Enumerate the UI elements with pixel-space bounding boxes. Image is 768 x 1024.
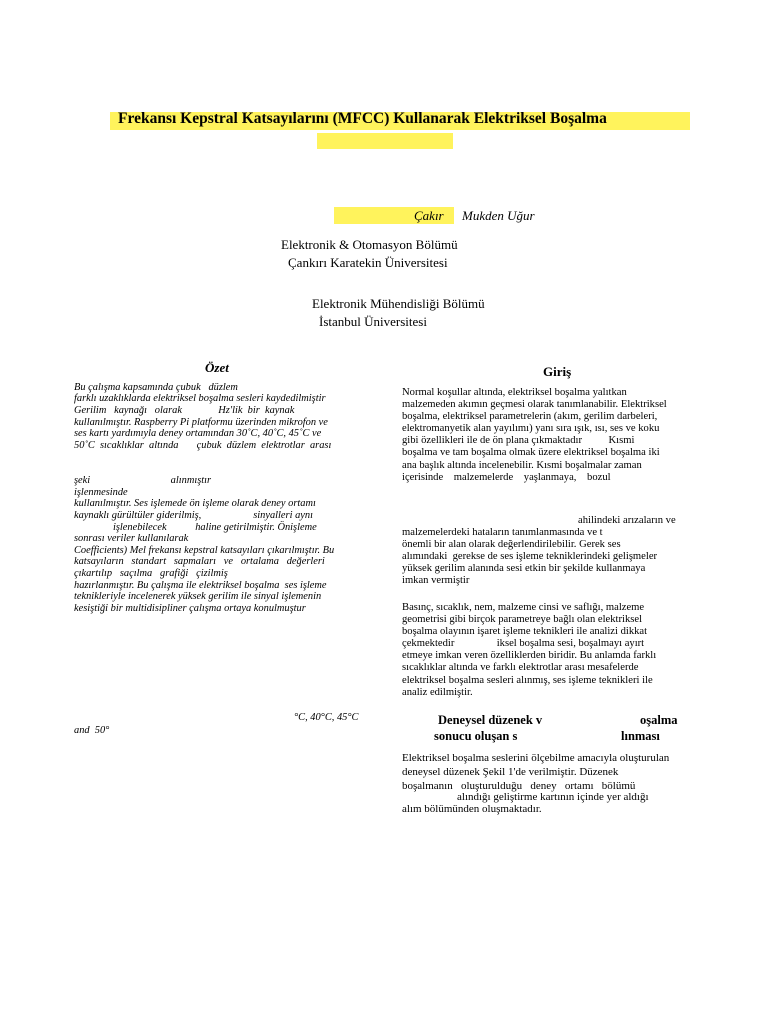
abstract-line: işlenebilecek haline getirilmiştir. Önişleme: [74, 521, 317, 533]
abstract-line: sonrası veriler kullanılarak: [74, 533, 189, 545]
abstract-line: [74, 452, 366, 464]
abstract-line: kesiştiği bir multidisipliner çalışma ortaya konulmuştur: [74, 602, 306, 614]
section2-body: [402, 751, 669, 793]
section2-heading-part1: Deneysel düzenek v: [438, 713, 543, 727]
intro-line: Basınç, sıcaklık, nem, malzeme cinsi ve saflığı, malzeme: [402, 602, 645, 613]
intro-line: analiz edilmiştir.: [402, 686, 473, 698]
intro-line: etmeye imkan veren özelliklerden biridir. Bu anlamda farklı: [402, 650, 657, 662]
title-highlight-line2: [317, 133, 453, 149]
intro-line: ahilindeki arızaların ve: [578, 515, 676, 526]
intro-line: elektriksel boşalma sesleri alınmış, ses işleme teknikleri ile: [402, 674, 653, 686]
intro-line: malzemelerdeki hataların tanımlanmasında ve t: [402, 527, 603, 538]
section2-line: boşalmanın oluşturulduğu deney ortamı bölümü: [402, 780, 636, 792]
affiliation1-university: Çankırı Karatekin Üniversitesi: [288, 255, 448, 270]
affiliation2-university: İstanbul Üniversitesi: [319, 314, 427, 329]
intro-line: önemli bir alan olarak değerlendirilebilir. Gerek ses: [402, 539, 621, 551]
abstract-line: ses kartı yardımıyla deney ortamından 30˚C, 40˚C, 45˚C ve: [74, 428, 322, 440]
intro-line: yüksek gerilim alanında sesi etkin bir şekilde kullanmaya: [402, 563, 646, 575]
section2-heading-part3: sonucu oluşan s: [434, 729, 518, 743]
intro-paragraph-2: [402, 527, 657, 587]
section2-line: deneysel düzenek Şekil 1'de verilmiştir. Düzenek: [402, 766, 619, 778]
section2-heading-part2: oşalma: [640, 713, 678, 727]
paper-title: Frekansı Kepstral Katsayılarını (MFCC) Kullanarak Elektriksel Boşalma: [118, 110, 607, 127]
abstract-line: şeki alınmıştır: [74, 475, 212, 487]
abstract-line: kullanılmıştır. Raspberry Pi platformu üzerinden mikrofon ve: [74, 416, 328, 428]
abstract-line: katsayıların standart sapmaları ve ortalama değerleri: [74, 556, 325, 568]
affiliation1-department: Elektronik & Otomasyon Bölümü: [281, 237, 458, 252]
intro-line: geometrisi gibi birçok parametreye bağlı olan elektriksel: [402, 614, 643, 626]
intro-paragraph-1: [402, 387, 667, 484]
intro-line: boşalma olayının işaret işleme teknikleri ile analizi dikkat: [402, 626, 648, 638]
abstract-line: Gerilim kaynağı olarak Hz'lik bir kaynak: [74, 405, 295, 417]
section2-line: alındığı geliştirme kartının içinde yer aldığı: [457, 791, 649, 803]
intro-heading: Giriş: [543, 364, 572, 379]
intro-line: Normal koşullar altında, elektriksel boşalma yalıtkan: [402, 387, 627, 398]
abstract-line: işlenmesinde: [74, 486, 128, 498]
abstract-line: çıkartılıp saçılma grafiği çizilmiş: [74, 567, 228, 579]
abstract-line: kullanılmıştır. Ses işlemede ön işleme olarak deney ortamı: [74, 498, 316, 510]
intro-line: alımındaki gerekse de ses işleme tekniklerindeki gelişmeler: [402, 551, 658, 563]
abstract-tail-and: and 50°: [74, 725, 110, 736]
abstract-line: Bu çalışma kapsamında çubuk düzlem: [74, 382, 238, 393]
intro-line: çekmektedir iksel boşalma sesi, boşalmayı ayırt: [402, 638, 645, 650]
section2-heading-part4: lınması: [621, 729, 660, 743]
intro-line: sıcaklıklar altında ve farklı elektrotlar arası mesafelerde: [402, 662, 639, 674]
section2-line: alım bölümünden oluşmaktadır.: [402, 803, 542, 815]
abstract-line: kaynaklı gürültüler giderilmiş, sinyalleri aynı: [74, 509, 313, 521]
abstract-line: 50˚C sıcaklıklar altında çubuk düzlem elektrotlar arası: [74, 439, 332, 451]
abstract-line: farklı uzaklıklarda elektriksel boşalma sesleri kaydedilmiştir: [74, 392, 326, 404]
intro-line: gibi özellikleri ile de ön plana çıkmaktadır Kısmi: [402, 435, 635, 447]
intro-line: içerisinde malzemelerde yaşlanmaya, bozul: [402, 471, 611, 483]
abstract-line: Coefficients) Mel frekansı kepstral katsayıları çıkarılmıştır. Bu: [74, 544, 335, 556]
abstract-heading: Özet: [205, 360, 229, 375]
section2-line: Elektriksel boşalma seslerini ölçebilme amacıyla oluşturulan: [402, 752, 670, 764]
intro-line: malzemeden akımın geçmesi olarak tanımlanabilir. Elektriksel: [402, 399, 667, 411]
affiliation2-department: Elektronik Mühendisliği Bölümü: [312, 296, 485, 311]
intro-paragraph-3: [402, 602, 656, 699]
abstract-line: hazırlanmıştır. Bu çalışma ile elektriksel boşalma ses işleme: [74, 579, 327, 591]
abstract-tail-temperatures: °C, 40°C, 45°C: [294, 712, 359, 723]
intro-line: imkan vermiştir: [402, 575, 470, 587]
abstract-body: [74, 382, 366, 614]
intro-line: elektromanyetik alan yayılımı) yanı sıra ışık, ısı, ses ve koku: [402, 423, 660, 435]
intro-line: boşalma ve tam boşalma olmak üzere elektriksel boşalma iki: [402, 447, 660, 459]
intro-line: ana başlık altında incelenebilir. Kısmi boşalmalar zaman: [402, 459, 642, 471]
author-first: Çakır: [414, 208, 444, 223]
author-second: Mukden Uğur: [462, 208, 535, 223]
intro-line: boşalma, elektriksel parametrelerin (akım, gerilim darbeleri,: [402, 411, 658, 423]
abstract-line: teknikleriyle incelenerek yüksek gerilim ile sinyal işlemenin: [74, 591, 322, 603]
